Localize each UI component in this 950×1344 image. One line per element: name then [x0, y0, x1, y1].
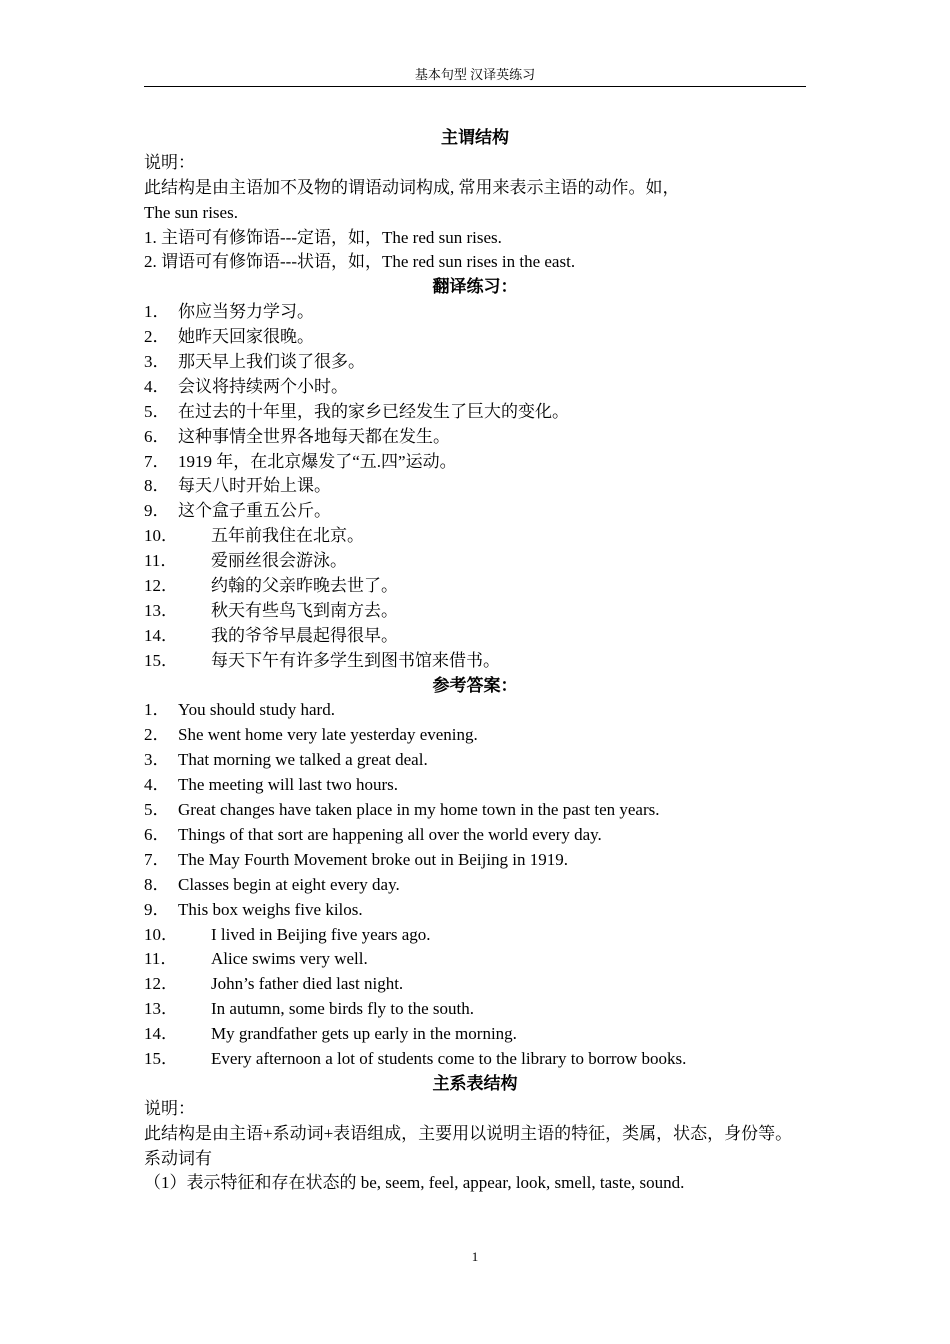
answer-number: 11． [144, 949, 178, 969]
answer-number: 1． [144, 700, 170, 720]
answer-item [144, 1022, 806, 1047]
exercise-item [144, 300, 806, 325]
answer-text: Every afternoon a lot of students come to the library to borrow books. [211, 1048, 687, 1068]
exercise-item [144, 574, 806, 599]
exercise-item [144, 549, 806, 574]
header-divider [144, 86, 806, 87]
intro-lines [144, 176, 806, 276]
answer-text: The meeting will last two hours. [178, 775, 399, 795]
answer-number: 8． [144, 874, 170, 894]
answer-text: The May Fourth Movement broke out in Beijing in 1919. [178, 849, 569, 869]
answer-number: 9． [144, 899, 170, 919]
answer-number: 2． [144, 725, 170, 745]
answer-item [144, 748, 806, 773]
answer-text: This box weighs five kilos. [178, 899, 363, 919]
section-heading-subject-verb: 主谓结构 [441, 128, 509, 147]
exercise-number: 3． [144, 352, 170, 372]
answer-number: 7． [144, 849, 170, 869]
exercise-text: 这个盒子重五公斤。 [178, 501, 331, 521]
answer-item [144, 947, 806, 972]
answer-text: Alice swims very well. [211, 949, 368, 969]
answer-text: That morning we talked a great deal. [178, 750, 428, 770]
exercise-text: 秋天有些鸟飞到南方去。 [211, 600, 398, 620]
answer-heading: 参考答案： [432, 675, 518, 695]
exercise-number: 15． [144, 650, 178, 670]
page-header: 基本句型 汉译英练习 [414, 67, 536, 82]
answer-item [144, 848, 806, 873]
answer-text: Classes begin at eight every day. [178, 874, 400, 894]
exercise-text: 1919 年，在北京爆发了“五.四”运动。 [178, 451, 457, 471]
answer-item [144, 823, 806, 848]
exercise-text: 爱丽丝很会游泳。 [211, 551, 347, 571]
intro-line: 2. 谓语可有修饰语---状语，如，The red sun rises in the east. [144, 252, 576, 272]
answer-text: You should study hard. [178, 700, 335, 720]
exercise-text: 在过去的十年里，我的家乡已经发生了巨大的变化。 [178, 401, 569, 421]
answer-number: 14． [144, 1024, 178, 1044]
answer-item [144, 898, 806, 923]
exercise-item [144, 474, 806, 499]
exercise-number: 10． [144, 526, 178, 546]
exercise-item [144, 325, 806, 350]
section-heading-linking-verb: 主系表结构 [432, 1073, 518, 1093]
intro-paragraph-2: 此结构是由主语+系动词+表语组成，主要用以说明主语的特征，类属，状态，身份等。 [144, 1123, 793, 1143]
exercise-item [144, 375, 806, 400]
answer-text: John’s father died last night. [211, 974, 404, 994]
answer-item [144, 798, 806, 823]
exercise-text: 约翰的父亲昨晚去世了。 [211, 576, 398, 596]
exercise-number: 12． [144, 576, 178, 596]
answer-text: She went home very late yesterday evening. [178, 725, 478, 745]
exercise-item [144, 400, 806, 425]
answer-number: 10． [144, 924, 178, 944]
answer-item [144, 723, 806, 748]
answer-text: My grandfather gets up early in the morning. [211, 1024, 517, 1044]
exercise-item [144, 624, 806, 649]
exercise-heading: 翻译练习： [432, 277, 518, 297]
exercise-number: 1． [144, 302, 170, 322]
answer-number: 4． [144, 775, 170, 795]
exercise-number: 2． [144, 327, 170, 347]
exercise-item [144, 350, 806, 375]
exercise-number: 4． [144, 376, 170, 396]
answer-text: Things of that sort are happening all over the world every day. [178, 824, 602, 844]
exercise-list [144, 300, 806, 673]
exercise-number: 5． [144, 401, 170, 421]
exercise-text: 这种事情全世界各地每天都在发生。 [178, 426, 450, 446]
exercise-item [144, 450, 806, 475]
answer-item [144, 873, 806, 898]
exercise-number: 7． [144, 451, 170, 471]
exercise-item [144, 499, 806, 524]
exercise-text: 每天下午有许多学生到图书馆来借书。 [211, 650, 500, 670]
answer-text: In autumn, some birds fly to the south. [211, 999, 475, 1019]
answer-number: 3． [144, 750, 170, 770]
answer-number: 5． [144, 800, 170, 820]
exercise-text: 她昨天回家很晚。 [178, 327, 314, 347]
document-body [144, 126, 806, 1196]
answer-number: 15． [144, 1048, 178, 1068]
exercise-number: 11． [144, 551, 178, 571]
exercise-number: 14． [144, 625, 178, 645]
exercise-item [144, 524, 806, 549]
intro-line: 1. 主语可有修饰语---定语，如，The red sun rises. [144, 227, 502, 247]
exercise-text: 会议将持续两个小时。 [178, 376, 348, 396]
exercise-item [144, 649, 806, 674]
answer-item [144, 972, 806, 997]
linking-verb-item: （1）表示特征和存在状态的 be, seem, feel, appear, look, smell, taste, sound. [144, 1173, 685, 1193]
answer-number: 6． [144, 824, 170, 844]
exercise-item [144, 425, 806, 450]
exercise-number: 9． [144, 501, 170, 521]
answer-item [144, 698, 806, 723]
answer-item [144, 1047, 806, 1072]
intro-line: 此结构是由主语加不及物的谓语动词构成, 常用来表示主语的动作。如， [144, 177, 680, 197]
exercise-text: 我的爷爷早晨起得很早。 [211, 625, 398, 645]
answer-item [144, 773, 806, 798]
intro-label: 说明： [144, 152, 195, 172]
exercise-text: 那天早上我们谈了很多。 [178, 352, 365, 372]
answer-text: I lived in Beijing five years ago. [211, 924, 431, 944]
exercise-number: 8． [144, 476, 170, 496]
linking-verb-label: 系动词有 [144, 1148, 212, 1168]
exercise-text: 五年前我住在北京。 [211, 526, 364, 546]
answer-number: 12． [144, 974, 178, 994]
answer-text: Great changes have taken place in my home town in the past ten years. [178, 800, 660, 820]
exercise-text: 你应当努力学习。 [178, 302, 314, 322]
answer-item [144, 997, 806, 1022]
answer-list [144, 698, 806, 1071]
exercise-item [144, 599, 806, 624]
exercise-number: 13． [144, 600, 178, 620]
exercise-number: 6． [144, 426, 170, 446]
page-number: 1 [471, 1249, 479, 1264]
intro-label-2: 说明： [144, 1098, 195, 1118]
answer-number: 13． [144, 999, 178, 1019]
answer-item [144, 923, 806, 948]
exercise-text: 每天八时开始上课。 [178, 476, 331, 496]
intro-line: The sun rises. [144, 202, 238, 222]
